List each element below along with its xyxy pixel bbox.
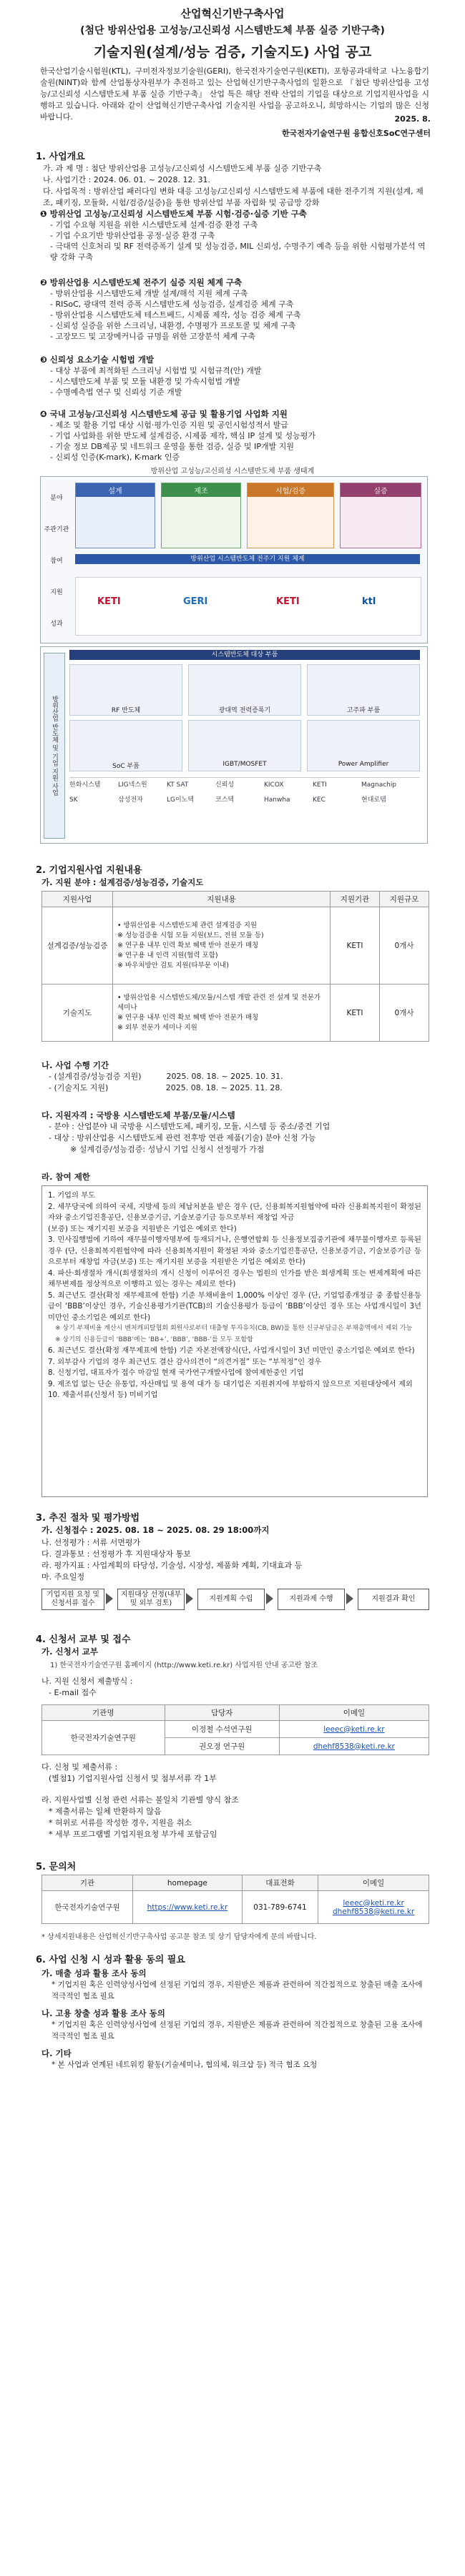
eligibility-item: - 대상 : 방위산업용 시스템반도체 관련 전후방 연관 제품(기술) 분야 신청 가능 bbox=[49, 1133, 316, 1143]
announcement-date: 2025. 8. bbox=[394, 114, 431, 124]
conditions-item: * 허위로 서류를 작성한 경우, 지원을 취소 bbox=[49, 1818, 192, 1827]
documents-text: (별첨1) 기업지원사업 신청서 및 첨부서류 각 1부 bbox=[49, 1774, 217, 1783]
flow-step: 지원결과 확인 bbox=[358, 1589, 429, 1610]
restriction-item: 8. 신청기업, 대표자가 접수 마감일 현재 국가연구개발사업에 참여제한중인 기업 bbox=[48, 1368, 304, 1377]
table-row bbox=[42, 1891, 429, 1924]
block-2-item: - 신뢰성 실증을 위한 스크리닝, 내환경, 수명평가 프로토콜 및 체계 구축 bbox=[50, 321, 296, 330]
consent-other-text: * 본 사업과 연계된 네트워킹 활동(기술세미나, 협의체, 워크샵 등) 적극 협조 요청 bbox=[52, 2061, 318, 2069]
arrow-right-icon bbox=[106, 1593, 113, 1604]
project-period: 나. 사업기간 : 2024. 06. 01. ~ 2028. 12. 31. bbox=[43, 175, 210, 184]
submission-email: - E-mail 접수 bbox=[49, 1688, 97, 1697]
table-header-row bbox=[42, 1705, 429, 1721]
column-header: 지원내용 bbox=[113, 892, 331, 907]
arrow-right-icon bbox=[266, 1593, 273, 1604]
row-label: 지원 bbox=[50, 589, 63, 596]
block-1-item: - 극대역 신호처리 및 RF 전력증폭기 설계 및 성능검증, MIL 신뢰성, 수명주기 예측 등을 위한 시험평가분석 역량 강화 구축 bbox=[50, 242, 426, 262]
project-name: 가. 과 제 명 : 첨단 방위산업용 고성능/고신뢰성 시스템반도체 부품 실증 기반구축 bbox=[43, 164, 322, 173]
block-3 bbox=[40, 355, 431, 398]
table-header-row bbox=[42, 892, 429, 907]
company-logo: KICOX bbox=[264, 781, 284, 789]
block-4 bbox=[40, 409, 431, 463]
partner-logo: GERI bbox=[183, 596, 208, 607]
stage-manufacture bbox=[161, 483, 241, 548]
homepage-link[interactable]: https://www.keti.re.kr bbox=[147, 1903, 228, 1912]
column-header: 기관 bbox=[42, 1875, 133, 1891]
section-6-title: 6. 사업 신청 시 성과 활용 동의 필요 bbox=[36, 1955, 185, 1965]
block-1-title: ❶ 방위산업 고성능/고신뢰성 시스템반도체 부품 시험·검증·실증 기반 구축 bbox=[40, 209, 307, 219]
block-4-item: - 기업 사업화를 위한 반도체 설계검증, 시제품 제작, 핵심 IP 설계 및 성능평가 bbox=[50, 431, 315, 440]
lifecycle-support-bar: 방위산업 시스템반도체 전주기 지원 체계 bbox=[75, 554, 420, 564]
block-4-title: ❹ 국내 고성능/고신뢰성 시스템반도체 공급 및 활용기업 사업화 지원 bbox=[40, 409, 288, 419]
part-tile: IGBT/MOSFET bbox=[188, 720, 301, 771]
partner-logo: KETI bbox=[276, 596, 300, 607]
block-3-item: - 대상 부품에 최적화된 스크리닝 시험법 및 시험규격(안) 개발 bbox=[50, 366, 262, 375]
documents-title: 다. 신청 및 제출서류 : bbox=[41, 1762, 118, 1772]
submission-method bbox=[41, 1676, 132, 1699]
inquiry-email-link[interactable]: leeec@keti.re.kr bbox=[343, 1898, 404, 1908]
company-logo: KEC bbox=[313, 796, 326, 804]
company-logo: 신뢰성 bbox=[215, 781, 235, 789]
restriction-item: 3. 민사집행법에 기하여 재무불이행자명부에 등재되거나, 은행연합회 등 신용정보집중기관에 채무불이행자로 등록된 경우 (단, 신용회복지원협약에 따라 신용회복지원이 확정된 자와 중소기업진흥공단, 신용보증기금, 기술보증기금 등으로부터 재창업 자금(보증) 또는 재기지원 보증을 지원받은 기업은 예외로 한다) bbox=[48, 1235, 421, 1266]
part-tile: 고주파 부품 bbox=[307, 664, 420, 716]
table-header-row bbox=[42, 1875, 429, 1891]
flow-step: 지원과제 수행 bbox=[278, 1589, 345, 1610]
restriction-item: 5. 최근년도 결산(확정 재무제표에 한함) 기준 부채비율이 1,000% 이상인 경우 (단, 기업업종개정금 중 종합신용등급이 ‘BBB’이상인 경우, 기술신용평가기관(TCB)의 기술신용평가 등급이 ‘BBB’이상인 경우 또는 사업개시일이 3년 미만인 중소기업은 예외로 한다) bbox=[48, 1291, 421, 1322]
restriction-box bbox=[41, 1185, 428, 1497]
inquiry-org: 한국전자기술연구원 bbox=[42, 1891, 133, 1924]
part-tile: RF 반도체 bbox=[69, 664, 182, 716]
block-4-item: - 기술 정보 DB제공 및 네트워크 운영을 통한 검증, 실증 및 IP개발 지원 bbox=[50, 442, 294, 451]
program-content: • 방위산업용 시스템반도체 관련 설계검증 지원 ※ 성능검증용 시험 모듈 지원(보드, 전원 모듈 등) ※ 연구용 내부 인력 확보 혜택 받아 전문가 매칭 ※ 연구용 내 인력 지원(협력 포함) ※ 바우처방안 검토 지원(타부문 이내) bbox=[113, 907, 331, 984]
block-3-title: ❸ 신뢰성 요소기술 시험법 개발 bbox=[40, 355, 155, 365]
eligibility-item: - 분야 : 산업분야 내 국방용 시스템반도체, 패키징, 모듈, 시스템 등 중소/중견 기업 bbox=[49, 1122, 331, 1131]
eligibility-block bbox=[41, 1110, 428, 1155]
company-logo: Hanwha bbox=[264, 796, 290, 804]
ecosystem-diagram bbox=[40, 476, 428, 643]
project-title: (첨단 방위산업용 고성능/고신뢰성 시스템반도체 부품 실증 기반구축) bbox=[80, 25, 385, 36]
submission-title: 나. 지원 신청서 제출방식 : bbox=[41, 1677, 133, 1686]
section-4-title: 4. 신청서 교부 및 접수 bbox=[36, 1634, 131, 1645]
column-header: 담당자 bbox=[165, 1705, 279, 1721]
company-logo: KT SAT bbox=[167, 781, 189, 789]
flow-step: 지원대상 선정(내부 및 외부 검토) bbox=[117, 1589, 185, 1610]
stage-demonstration bbox=[340, 483, 421, 548]
restriction-item: 7. 외부감사 기업의 경우 최근년도 결산 감사의견이 “의견거절” 또는 “부적정”인 경우 bbox=[48, 1357, 322, 1366]
company-logo: 현대로템 bbox=[361, 796, 386, 804]
section-2-title: 2. 기업지원사업 지원내용 bbox=[36, 865, 142, 876]
arrow-right-icon bbox=[186, 1593, 193, 1604]
restriction-note: ※ 상기의 신용등급이 ‘BBB’에는 ‘BB+’, ‘BBB’, ‘BBB-’를 모두 포함함 bbox=[55, 1336, 253, 1343]
inquiry-table bbox=[41, 1875, 429, 1924]
restriction-item: (보증) 또는 재기지원 보증을 지원받은 기업은 예외로 한다) bbox=[48, 1224, 237, 1233]
restriction-title: 라. 참여 제한 bbox=[41, 1172, 90, 1182]
company-logo: Magnachip bbox=[361, 781, 397, 789]
part-tile: SoC 부품 bbox=[69, 720, 182, 771]
flow-step: 지원계획 수립 bbox=[197, 1589, 265, 1610]
process-item: 나. 선정평가 : 서류 서면평가 bbox=[41, 1538, 141, 1547]
section-3-title: 3. 추진 절차 및 평가방법 bbox=[36, 1513, 140, 1524]
company-logo: LIG넥스원 bbox=[118, 781, 147, 789]
partner-logos bbox=[75, 577, 421, 636]
company-logo: 코스텍 bbox=[215, 796, 235, 804]
restriction-item: 10. 제출서류(신청서 등) 미비기업 bbox=[48, 1391, 158, 1399]
part-tile: 광대역 전력증폭기 bbox=[188, 664, 301, 716]
figure-1-caption: 방위산업 고성능/고신뢰성 시스템반도체 부품 생태계 bbox=[150, 468, 315, 475]
inquiry-email-link[interactable]: dhehf8538@keti.re.kr bbox=[332, 1907, 415, 1916]
company-logo: LG이노텍 bbox=[167, 796, 195, 804]
block-4-item: - 제조 및 활용 기업 대상 시험·평가·인증 지원 및 공인시험성적서 발급 bbox=[50, 420, 288, 430]
side-label: 방위산업 반도체 및 기업 지원 사업 bbox=[44, 653, 65, 839]
inquiry-footnote: * 상세지원내용은 산업혁신기반구축사업 공고문 참조 및 상기 담당자에게 문의 바랍니다. bbox=[41, 1933, 317, 1941]
documents-block bbox=[41, 1762, 428, 1785]
consent-block bbox=[41, 1968, 428, 2071]
ministry-title: 산업혁신기반구축사업 bbox=[180, 7, 285, 20]
table-row bbox=[42, 984, 429, 1042]
program-agency: KETI bbox=[331, 907, 380, 984]
restriction-item: 4. 파산·회생절차 개시(회생절차의 개시 신청이 이루어진 경우는 법원의 인가를 받은 회생계획 또는 변제계획에 따른 채무변제를 정상적으로 이행하고 있는 경우는 제외로 한다) bbox=[48, 1268, 421, 1288]
consent-sales-title: 가. 매출 성과 활용 조사 동의 bbox=[41, 1968, 147, 1978]
partner-logo: KETI bbox=[97, 596, 121, 607]
block-2-title: ❷ 방위산업용 시스템반도체 전주기 실증 지원 체계 구축 bbox=[40, 277, 243, 287]
block-2-item: - 방위산업용 시스템반도체 개발 설계/해석 지원 체계 구축 bbox=[50, 289, 248, 298]
conditions-block bbox=[41, 1795, 428, 1840]
form-distribution-title: 가. 신청서 교부 bbox=[41, 1647, 99, 1657]
section-1-items bbox=[43, 163, 429, 209]
program-scale: 0개사 bbox=[380, 984, 429, 1042]
column-header: 지원사업 bbox=[42, 892, 113, 907]
period-item: - (기술지도 지원) 2025. 08. 18. ~ 2025. 11. 28. bbox=[49, 1083, 283, 1092]
column-header: 이메일 bbox=[279, 1705, 429, 1721]
block-3-item: - 수명예측법 연구 및 신뢰성 기준 개발 bbox=[50, 388, 182, 397]
company-logo: KETI bbox=[313, 781, 327, 789]
block-1-item: - 기업 수요기반 방위산업용 공정·실증 환경 구축 bbox=[50, 231, 215, 240]
intro-paragraph: 한국산업기술시험원(KTL), 구미전자정보기술원(GERI), 한국전자기술연구원(KETI), 포항공과대학교 나노융합기술원(NINT)와 함께 산업통상자원부가 추진하고 있는 산업혁신기반구축사업의 일환으로 『첨단 방위산업용 고성능/고신뢰성 시스템반도체 부품 실증 기반구축』 산업 특은 해당 전략 산업의 기업을 대상으로 기업지원사업을 시행하고 있습니다. 아래와 같이 산업혁신기반구축사업 기술지원 사업을 공고하오니, 희망하시는 기업의 많은 신청 바랍니다. bbox=[40, 66, 429, 122]
block-2 bbox=[40, 277, 431, 342]
column-header: 지원기관 bbox=[331, 892, 380, 907]
consent-sales-text: * 기업지원 혹은 인력양성사업에 선정된 기업의 경우, 지원받은 제품과 관련하여 직간접적으로 창출된 매출 조사에 적극적인 협조 필요 bbox=[52, 1980, 423, 2000]
contact-email-link[interactable]: leeec@keti.re.kr bbox=[323, 1724, 385, 1734]
company-logo: 삼성전자 bbox=[118, 796, 143, 804]
page-title: 기술지원(설계/성능 검증, 기술지도) 사업 공고 bbox=[93, 44, 372, 60]
table-row bbox=[42, 907, 429, 984]
program-name: 설계검증/성능검증 bbox=[42, 907, 113, 984]
block-3-item: - 시스템반도체 부품 및 모듈 내환경 및 가속시험법 개발 bbox=[50, 377, 240, 386]
contact-email-link[interactable]: dhehf8538@keti.re.kr bbox=[313, 1742, 395, 1751]
form-distribution-note: 1) 한국전자기술연구원 홈페이지 (http://www.keti.re.kr) 사업지원 안내 공고란 참조 bbox=[50, 1662, 318, 1669]
stage-label: 제조 bbox=[162, 483, 240, 497]
stage-design bbox=[75, 483, 155, 548]
period-title: 나. 사업 수행 기간 bbox=[41, 1060, 109, 1070]
application-period: 가. 신청접수 : 2025. 08. 18 ~ 2025. 08. 29 18:00까지 bbox=[41, 1525, 270, 1535]
period-item: - (설계검증/성능검증 지원) 2025. 08. 18. ~ 2025. 10. 31. bbox=[49, 1072, 283, 1081]
section-3-items bbox=[41, 1537, 428, 1583]
company-logos bbox=[69, 777, 420, 838]
contact-table bbox=[41, 1704, 429, 1755]
conditions-title: 라. 지원사업별 신청 관련 서류는 불일치 기관별 양식 참조 bbox=[41, 1795, 239, 1805]
process-item: 다. 결과통보 : 선정평가 후 지원대상자 통보 bbox=[41, 1549, 191, 1559]
table-row bbox=[42, 1721, 429, 1738]
program-name: 기술지도 bbox=[42, 984, 113, 1042]
program-content: • 방위산업용 시스템반도체/모듈/시스템 개발 관련 전 설계 및 전문가 세미나 ※ 연구용 내부 인력 확보 혜택 받아 전문가 매칭 ※ 외부 전문가 세미나 지원 bbox=[113, 984, 331, 1042]
consent-employment-text: * 기업지원 혹은 인력양성사업에 선정된 기업의 경우, 지원받은 제품과 관련하여 직간접적으로 창출된 고용 조사에 적극적인 협조 필요 bbox=[52, 2020, 423, 2040]
process-item: 라. 평가지표 : 사업계획의 타당성, 기술성, 시장성, 제품화 계획, 기대효과 등 bbox=[41, 1561, 303, 1570]
row-label: 주관기관 bbox=[44, 526, 69, 533]
contact-person: 이정철 수석연구원 bbox=[165, 1721, 279, 1738]
row-label: 분야 bbox=[50, 495, 63, 502]
column-header: 지원규모 bbox=[380, 892, 429, 907]
process-item: 마. 주요일정 bbox=[41, 1572, 85, 1581]
part-tiles bbox=[69, 664, 420, 771]
stage-label: 설계 bbox=[76, 483, 155, 497]
arrow-right-icon bbox=[346, 1593, 353, 1604]
stage-label: 실증 bbox=[341, 483, 421, 497]
block-2-item: - RISoC, 광대역 전력 증폭 시스템반도체 성능검증, 설계검증 체계 구축 bbox=[50, 300, 294, 309]
section-1-title: 1. 사업개요 bbox=[36, 152, 85, 162]
consent-other-title: 다. 기타 bbox=[41, 2048, 72, 2058]
stage-verification bbox=[247, 483, 334, 548]
partner-logo: ktl bbox=[362, 596, 376, 607]
eligibility-note: ※ 설계검증/성능검증: 성남시 기업 신청시 선정평가 가점 bbox=[70, 1145, 265, 1154]
column-header: 기관명 bbox=[42, 1705, 165, 1721]
block-1 bbox=[40, 209, 431, 262]
column-header: homepage bbox=[132, 1875, 242, 1891]
company-logo: 한화시스템 bbox=[69, 781, 101, 789]
row-label: 성과 bbox=[50, 621, 63, 628]
target-parts-figure bbox=[40, 646, 428, 844]
part-tile: Power Amplifier bbox=[307, 720, 420, 771]
announcing-organization: 한국전자기술연구원 융합신호SoC연구센터 bbox=[281, 129, 431, 138]
conditions-item: * 세부 프로그램별 기업지원요청 부가세 포함금임 bbox=[49, 1830, 217, 1839]
project-period-block bbox=[41, 1060, 428, 1094]
company-logo: SK bbox=[69, 796, 78, 804]
diagram-row-labels bbox=[44, 483, 69, 640]
program-scale: 0개사 bbox=[380, 907, 429, 984]
contact-person: 권오정 연구원 bbox=[165, 1738, 279, 1755]
stage-label: 시험/검증 bbox=[248, 483, 333, 497]
restriction-item: 1. 기업의 부도 bbox=[48, 1191, 96, 1200]
restriction-item: 2. 세무당국에 의하여 국세, 지방세 등의 체납처분을 받은 경우 (단, 신용회복지원협약에 따라 신용회복지원이 확정된 자와 중소기업진흥공단, 신용보증기금, 기술보증기금 등으로부터 재창업 자금 bbox=[48, 1202, 421, 1222]
project-purpose: 다. 사업목적 : 방위산업 패러다임 변화 대응 고성능/고신뢰성 시스템반도체 부품에 대한 전주기적 지원(설계, 제조, 패키징, 모듈화, 시험/검증/실증)을 통한 방위산업 부품 자립화 및 공급망 강화 bbox=[43, 187, 424, 207]
contact-org: 한국전자기술연구원 bbox=[42, 1721, 165, 1755]
block-1-item: - 기업 수요형 지원을 위한 시스템반도체 설계·검증 환경 구축 bbox=[50, 220, 258, 230]
restriction-item: 6. 최근년도 결산(확정 재무제표에 한함) 기준 자본전액잠식(단, 사업개시일이 3년 미만인 중소기업은 예외로 한다) bbox=[48, 1346, 415, 1355]
consent-employment-title: 나. 고용 창출 성과 활용 조사 동의 bbox=[41, 2008, 165, 2018]
conditions-item: * 제출서류는 일체 반환하지 않음 bbox=[49, 1807, 162, 1816]
block-2-item: - 방위산업용 시스템반도체 테스트베드, 시제품 제작, 성능 검증 체계 구축 bbox=[50, 310, 301, 320]
flow-step: 기업지원 요청 및 신청서류 접수 bbox=[41, 1589, 104, 1610]
column-header: 대표전화 bbox=[242, 1875, 318, 1891]
support-table bbox=[41, 891, 429, 1042]
row-label: 참여 bbox=[50, 558, 63, 565]
inquiry-phone: 031-789-6741 bbox=[242, 1891, 318, 1924]
restriction-note: ※ 상기 부채비율 계산시 벤처캐피탈협회 회원사로부터 대출형 투자유치(CB, BW)를 통한 신규부담금은 부채총액에서 제외 가능 bbox=[55, 1325, 413, 1332]
eligibility-title: 다. 지원자격 : 국방용 시스템반도체 부품/모듈/시스템 bbox=[41, 1110, 235, 1120]
program-agency: KETI bbox=[331, 984, 380, 1042]
restriction-item: 9. 제조업 없는 단순 유통업, 자산매입 및 용역 대가 등 대기업은 지원취지에 부합하지 않으므로 지원대상에서 제외 bbox=[48, 1379, 413, 1388]
schedule-flow bbox=[41, 1589, 428, 1610]
block-2-item: - 고장모드 및 고장메커니즘 규명을 위한 고장분석 체계 구축 bbox=[50, 332, 255, 341]
section-2-subtitle: 가. 지원 분야 : 설계검증/성능검증, 기술지도 bbox=[41, 877, 204, 887]
figure-2-caption: 시스템반도체 대상 부품 bbox=[69, 650, 420, 660]
section-5-title: 5. 문의처 bbox=[36, 1862, 77, 1872]
column-header: 이메일 bbox=[318, 1875, 429, 1891]
block-4-item: - 신뢰성 인증(K-mark), K-mark 인증 bbox=[50, 453, 180, 462]
